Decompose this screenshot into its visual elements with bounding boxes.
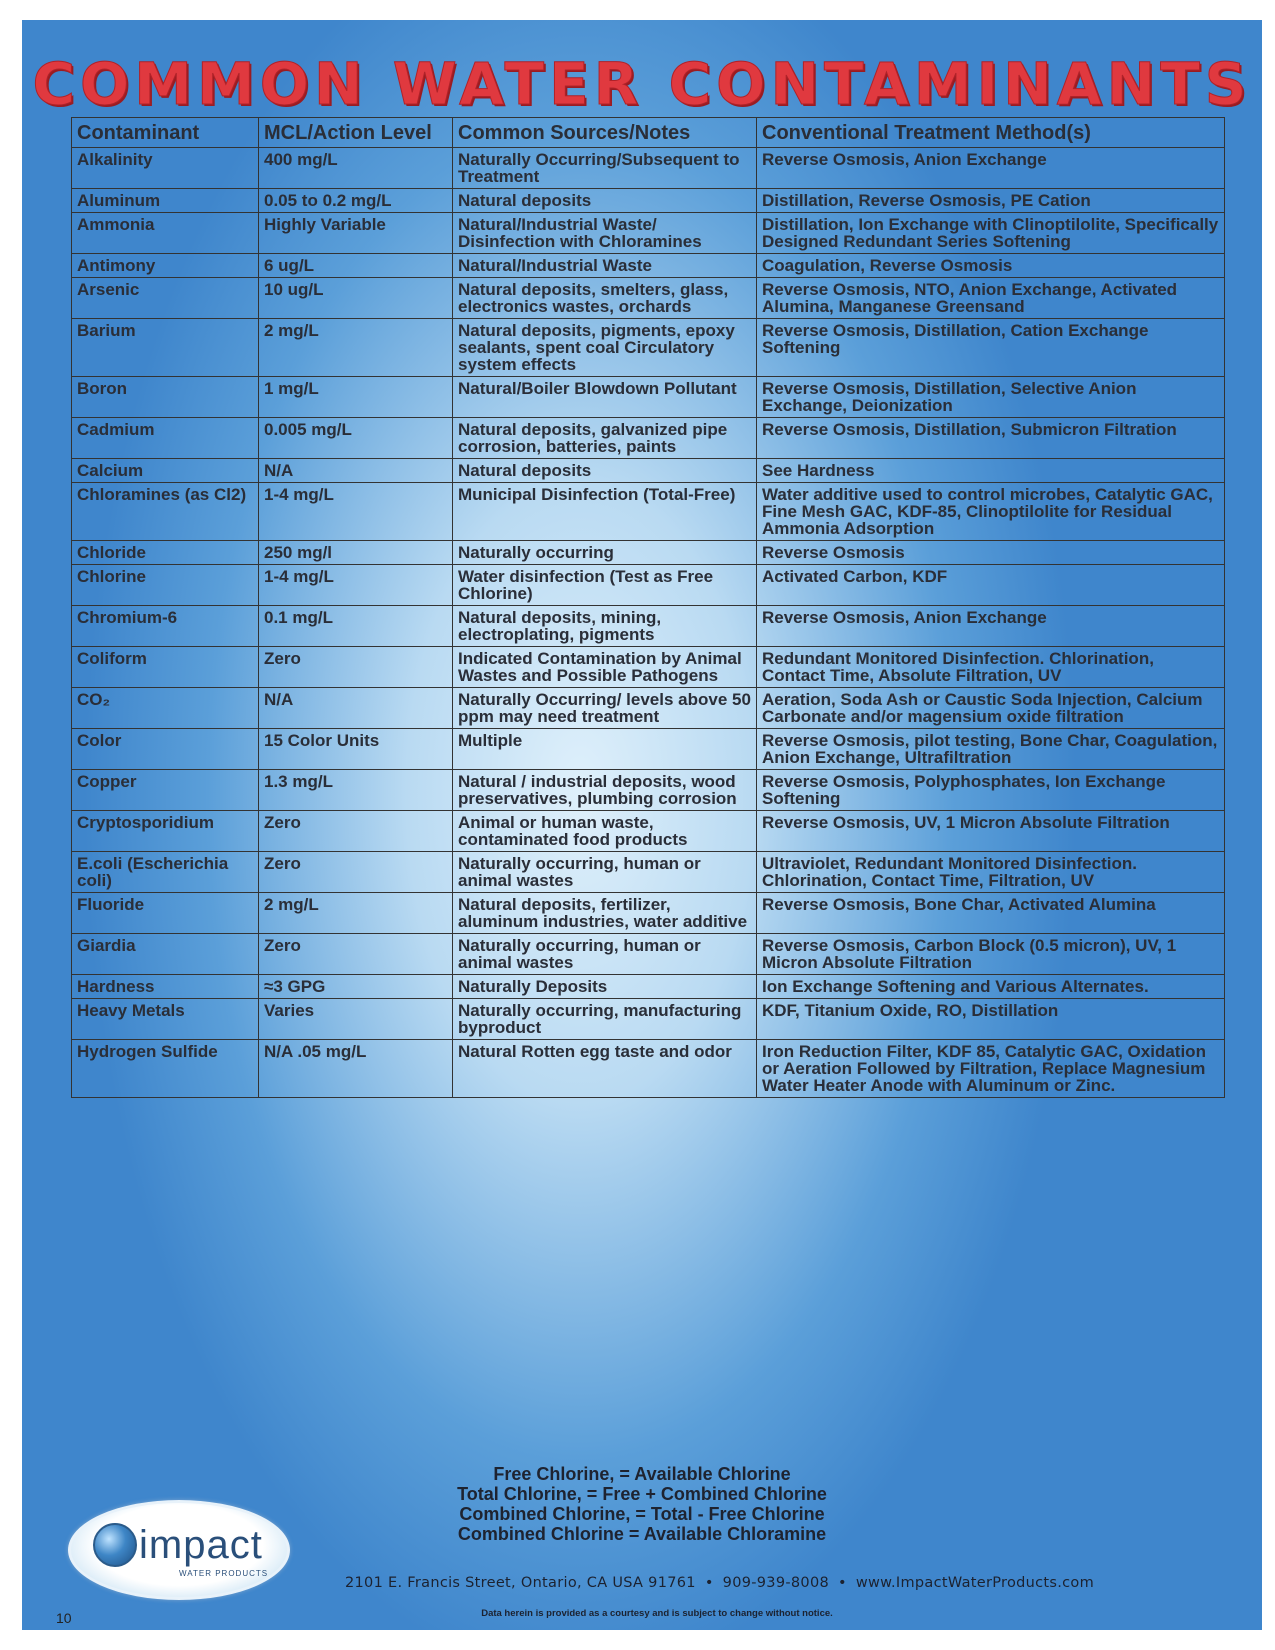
cell-mcl: 0.005 mg/L xyxy=(259,418,453,459)
table-row xyxy=(72,459,1225,483)
cell-sources: Naturally Occurring/ levels above 50 ppm may need treatment xyxy=(453,688,757,729)
cell-treatment: Reverse Osmosis, Polyphosphates, Ion Exchange Softening xyxy=(757,770,1225,811)
table-row xyxy=(72,934,1225,975)
cell-treatment: Water additive used to control microbes, Catalytic GAC, Fine Mesh GAC, KDF-85, Clinoptilolite for Residual Ammonia Adsorption xyxy=(757,483,1225,541)
cell-contaminant: Calcium xyxy=(72,459,259,483)
cell-treatment: Reverse Osmosis, NTO, Anion Exchange, Activated Alumina, Manganese Greensand xyxy=(757,278,1225,319)
cell-sources: Natural deposits, smelters, glass, electronics wastes, orchards xyxy=(453,278,757,319)
cell-contaminant: Chlorine xyxy=(72,565,259,606)
page-number: 10 xyxy=(56,1610,72,1626)
table-row xyxy=(72,852,1225,893)
cell-contaminant: Antimony xyxy=(72,254,259,278)
table-row xyxy=(72,729,1225,770)
cell-sources: Natural/Industrial Waste/ Disinfection with Chloramines xyxy=(453,213,757,254)
cell-mcl: 2 mg/L xyxy=(259,319,453,377)
cell-sources: Natural Rotten egg taste and odor xyxy=(453,1040,757,1098)
impact-logo xyxy=(68,1500,290,1600)
cell-treatment: KDF, Titanium Oxide, RO, Distillation xyxy=(757,999,1225,1040)
column-header-sources: Common Sources/Notes xyxy=(453,118,757,148)
cell-contaminant: Fluoride xyxy=(72,893,259,934)
cell-mcl: 2 mg/L xyxy=(259,893,453,934)
cell-treatment: Reverse Osmosis xyxy=(757,541,1225,565)
note-line: Free Chlorine, = Available Chlorine xyxy=(493,1464,791,1484)
cell-sources: Multiple xyxy=(453,729,757,770)
cell-sources: Naturally Deposits xyxy=(453,975,757,999)
cell-sources: Natural/Industrial Waste xyxy=(453,254,757,278)
page xyxy=(22,20,1262,1630)
cell-mcl: 1.3 mg/L xyxy=(259,770,453,811)
cell-contaminant: Hydrogen Sulfide xyxy=(72,1040,259,1098)
cell-mcl: ≈3 GPG xyxy=(259,975,453,999)
cell-treatment: Distillation, Ion Exchange with Clinoptilolite, Specifically Designed Redundant Series Softening xyxy=(757,213,1225,254)
table-row xyxy=(72,606,1225,647)
cell-contaminant: Ammonia xyxy=(72,213,259,254)
cell-contaminant: Alkalinity xyxy=(72,148,259,189)
column-header-treatment: Conventional Treatment Method(s) xyxy=(757,118,1225,148)
cell-treatment: Reverse Osmosis, Distillation, Cation Exchange Softening xyxy=(757,319,1225,377)
cell-treatment: Ultraviolet, Redundant Monitored Disinfection. Chlorination, Contact Time, Filtration, UV xyxy=(757,852,1225,893)
cell-treatment: Reverse Osmosis, Anion Exchange xyxy=(757,148,1225,189)
cell-mcl: N/A xyxy=(259,688,453,729)
cell-contaminant: Color xyxy=(72,729,259,770)
column-header-contaminant: Contaminant xyxy=(72,118,259,148)
cell-mcl: Zero xyxy=(259,811,453,852)
cell-mcl: Zero xyxy=(259,647,453,688)
cell-sources: Natural/Boiler Blowdown Pollutant xyxy=(453,377,757,418)
cell-contaminant: CO₂ xyxy=(72,688,259,729)
table-row xyxy=(72,811,1225,852)
cell-treatment: Iron Reduction Filter, KDF 85, Catalytic GAC, Oxidation or Aeration Followed by Filtration, Replace Magnesium Water Heater Anode with Aluminum or Zinc. xyxy=(757,1040,1225,1098)
cell-sources: Naturally Occurring/Subsequent to Treatment xyxy=(453,148,757,189)
table-body xyxy=(72,148,1225,1098)
note-line: Combined Chlorine, = Total - Free Chlorine xyxy=(459,1504,825,1524)
cell-mcl: 400 mg/L xyxy=(259,148,453,189)
cell-sources: Naturally occurring xyxy=(453,541,757,565)
table-row xyxy=(72,278,1225,319)
cell-sources: Natural deposits, galvanized pipe corrosion, batteries, paints xyxy=(453,418,757,459)
cell-sources: Animal or human waste, contaminated food products xyxy=(453,811,757,852)
table-row xyxy=(72,148,1225,189)
table-row xyxy=(72,418,1225,459)
cell-sources: Natural deposits xyxy=(453,189,757,213)
cell-sources: Natural deposits, fertilizer, aluminum industries, water additive xyxy=(453,893,757,934)
table-row xyxy=(72,377,1225,418)
cell-mcl: Zero xyxy=(259,934,453,975)
cell-contaminant: Giardia xyxy=(72,934,259,975)
cell-mcl: Zero xyxy=(259,852,453,893)
cell-treatment: Reverse Osmosis, Distillation, Submicron Filtration xyxy=(757,418,1225,459)
table-row xyxy=(72,189,1225,213)
cell-mcl: 6 ug/L xyxy=(259,254,453,278)
cell-treatment: Reverse Osmosis, Carbon Block (0.5 micron), UV, 1 Micron Absolute Filtration xyxy=(757,934,1225,975)
cell-mcl: Varies xyxy=(259,999,453,1040)
table-row xyxy=(72,688,1225,729)
contaminants-table xyxy=(71,117,1225,1098)
cell-contaminant: Chloramines (as Cl2) xyxy=(72,483,259,541)
cell-contaminant: Coliform xyxy=(72,647,259,688)
table-row xyxy=(72,1040,1225,1098)
table-header-row xyxy=(72,118,1225,148)
cell-mcl: 250 mg/l xyxy=(259,541,453,565)
footer-phone: 909-939-8008 xyxy=(722,1575,829,1591)
cell-contaminant: Chromium-6 xyxy=(72,606,259,647)
cell-contaminant: Cadmium xyxy=(72,418,259,459)
cell-treatment: See Hardness xyxy=(757,459,1225,483)
cell-treatment: Coagulation, Reverse Osmosis xyxy=(757,254,1225,278)
table-row xyxy=(72,254,1225,278)
cell-contaminant: Aluminum xyxy=(72,189,259,213)
cell-treatment: Reverse Osmosis, Bone Char, Activated Alumina xyxy=(757,893,1225,934)
cell-treatment: Reverse Osmosis, Anion Exchange xyxy=(757,606,1225,647)
cell-mcl: 1-4 mg/L xyxy=(259,483,453,541)
cell-mcl: 15 Color Units xyxy=(259,729,453,770)
footer-contact xyxy=(345,1575,1094,1591)
cell-sources: Natural deposits, mining, electroplating, pigments xyxy=(453,606,757,647)
cell-mcl: 10 ug/L xyxy=(259,278,453,319)
cell-mcl: 1-4 mg/L xyxy=(259,565,453,606)
cell-sources: Municipal Disinfection (Total-Free) xyxy=(453,483,757,541)
cell-contaminant: Arsenic xyxy=(72,278,259,319)
cell-sources: Naturally occurring, human or animal wastes xyxy=(453,852,757,893)
cell-treatment: Reverse Osmosis, pilot testing, Bone Char, Coagulation, Anion Exchange, Ultrafiltration xyxy=(757,729,1225,770)
cell-mcl: 0.1 mg/L xyxy=(259,606,453,647)
cell-contaminant: Cryptosporidium xyxy=(72,811,259,852)
cell-contaminant: Chloride xyxy=(72,541,259,565)
cell-mcl: 1 mg/L xyxy=(259,377,453,418)
page-title: COMMON WATER CONTAMINANTS xyxy=(32,50,1252,118)
footer-website: www.ImpactWaterProducts.com xyxy=(855,1575,1095,1591)
cell-contaminant: Boron xyxy=(72,377,259,418)
cell-contaminant: E.coli (Escherichia coli) xyxy=(72,852,259,893)
note-line: Combined Chlorine = Available Chloramine xyxy=(457,1524,827,1544)
cell-contaminant: Barium xyxy=(72,319,259,377)
cell-sources: Natural deposits xyxy=(453,459,757,483)
cell-sources: Indicated Contamination by Animal Wastes and Possible Pathogens xyxy=(453,647,757,688)
table-row xyxy=(72,213,1225,254)
note-line: Total Chlorine, = Free + Combined Chlorine xyxy=(457,1484,827,1504)
cell-treatment: Reverse Osmosis, Distillation, Selective Anion Exchange, Deionization xyxy=(757,377,1225,418)
footer-separator: • xyxy=(838,1575,847,1591)
logo-subtitle: WATER PRODUCTS xyxy=(179,1569,269,1578)
table-row xyxy=(72,565,1225,606)
cell-contaminant: Heavy Metals xyxy=(72,999,259,1040)
footer-address: 2101 E. Francis Street, Ontario, CA USA 91761 xyxy=(345,1575,696,1591)
table-row xyxy=(72,319,1225,377)
cell-mcl: N/A .05 mg/L xyxy=(259,1040,453,1098)
cell-mcl: 0.05 to 0.2 mg/L xyxy=(259,189,453,213)
cell-sources: Naturally occurring, human or animal wastes xyxy=(453,934,757,975)
table-row xyxy=(72,541,1225,565)
table-row xyxy=(72,999,1225,1040)
cell-treatment: Distillation, Reverse Osmosis, PE Cation xyxy=(757,189,1225,213)
cell-treatment: Aeration, Soda Ash or Caustic Soda Injection, Calcium Carbonate and/or magensium oxide filtration xyxy=(757,688,1225,729)
table-row xyxy=(72,647,1225,688)
cell-treatment: Activated Carbon, KDF xyxy=(757,565,1225,606)
cell-sources: Natural / industrial deposits, wood preservatives, plumbing corrosion xyxy=(453,770,757,811)
cell-mcl: Highly Variable xyxy=(259,213,453,254)
cell-sources: Water disinfection (Test as Free Chlorine) xyxy=(453,565,757,606)
cell-mcl: N/A xyxy=(259,459,453,483)
footer-disclaimer: Data herein is provided as a courtesy and is subject to change without notice. xyxy=(481,1608,833,1619)
logo-wordmark: impact xyxy=(139,1523,263,1567)
cell-treatment: Ion Exchange Softening and Various Alternates. xyxy=(757,975,1225,999)
cell-treatment: Reverse Osmosis, UV, 1 Micron Absolute Filtration xyxy=(757,811,1225,852)
table-row xyxy=(72,483,1225,541)
table-row xyxy=(72,975,1225,999)
cell-sources: Natural deposits, pigments, epoxy sealants, spent coal Circulatory system effects xyxy=(453,319,757,377)
cell-contaminant: Hardness xyxy=(72,975,259,999)
cell-treatment: Redundant Monitored Disinfection. Chlorination, Contact Time, Absolute Filtration, UV xyxy=(757,647,1225,688)
cell-sources: Naturally occurring, manufacturing byproduct xyxy=(453,999,757,1040)
column-header-mcl: MCL/Action Level xyxy=(259,118,453,148)
table-row xyxy=(72,770,1225,811)
globe-icon xyxy=(93,1523,137,1567)
table-row xyxy=(72,893,1225,934)
footer-separator: • xyxy=(704,1575,714,1591)
cell-contaminant: Copper xyxy=(72,770,259,811)
